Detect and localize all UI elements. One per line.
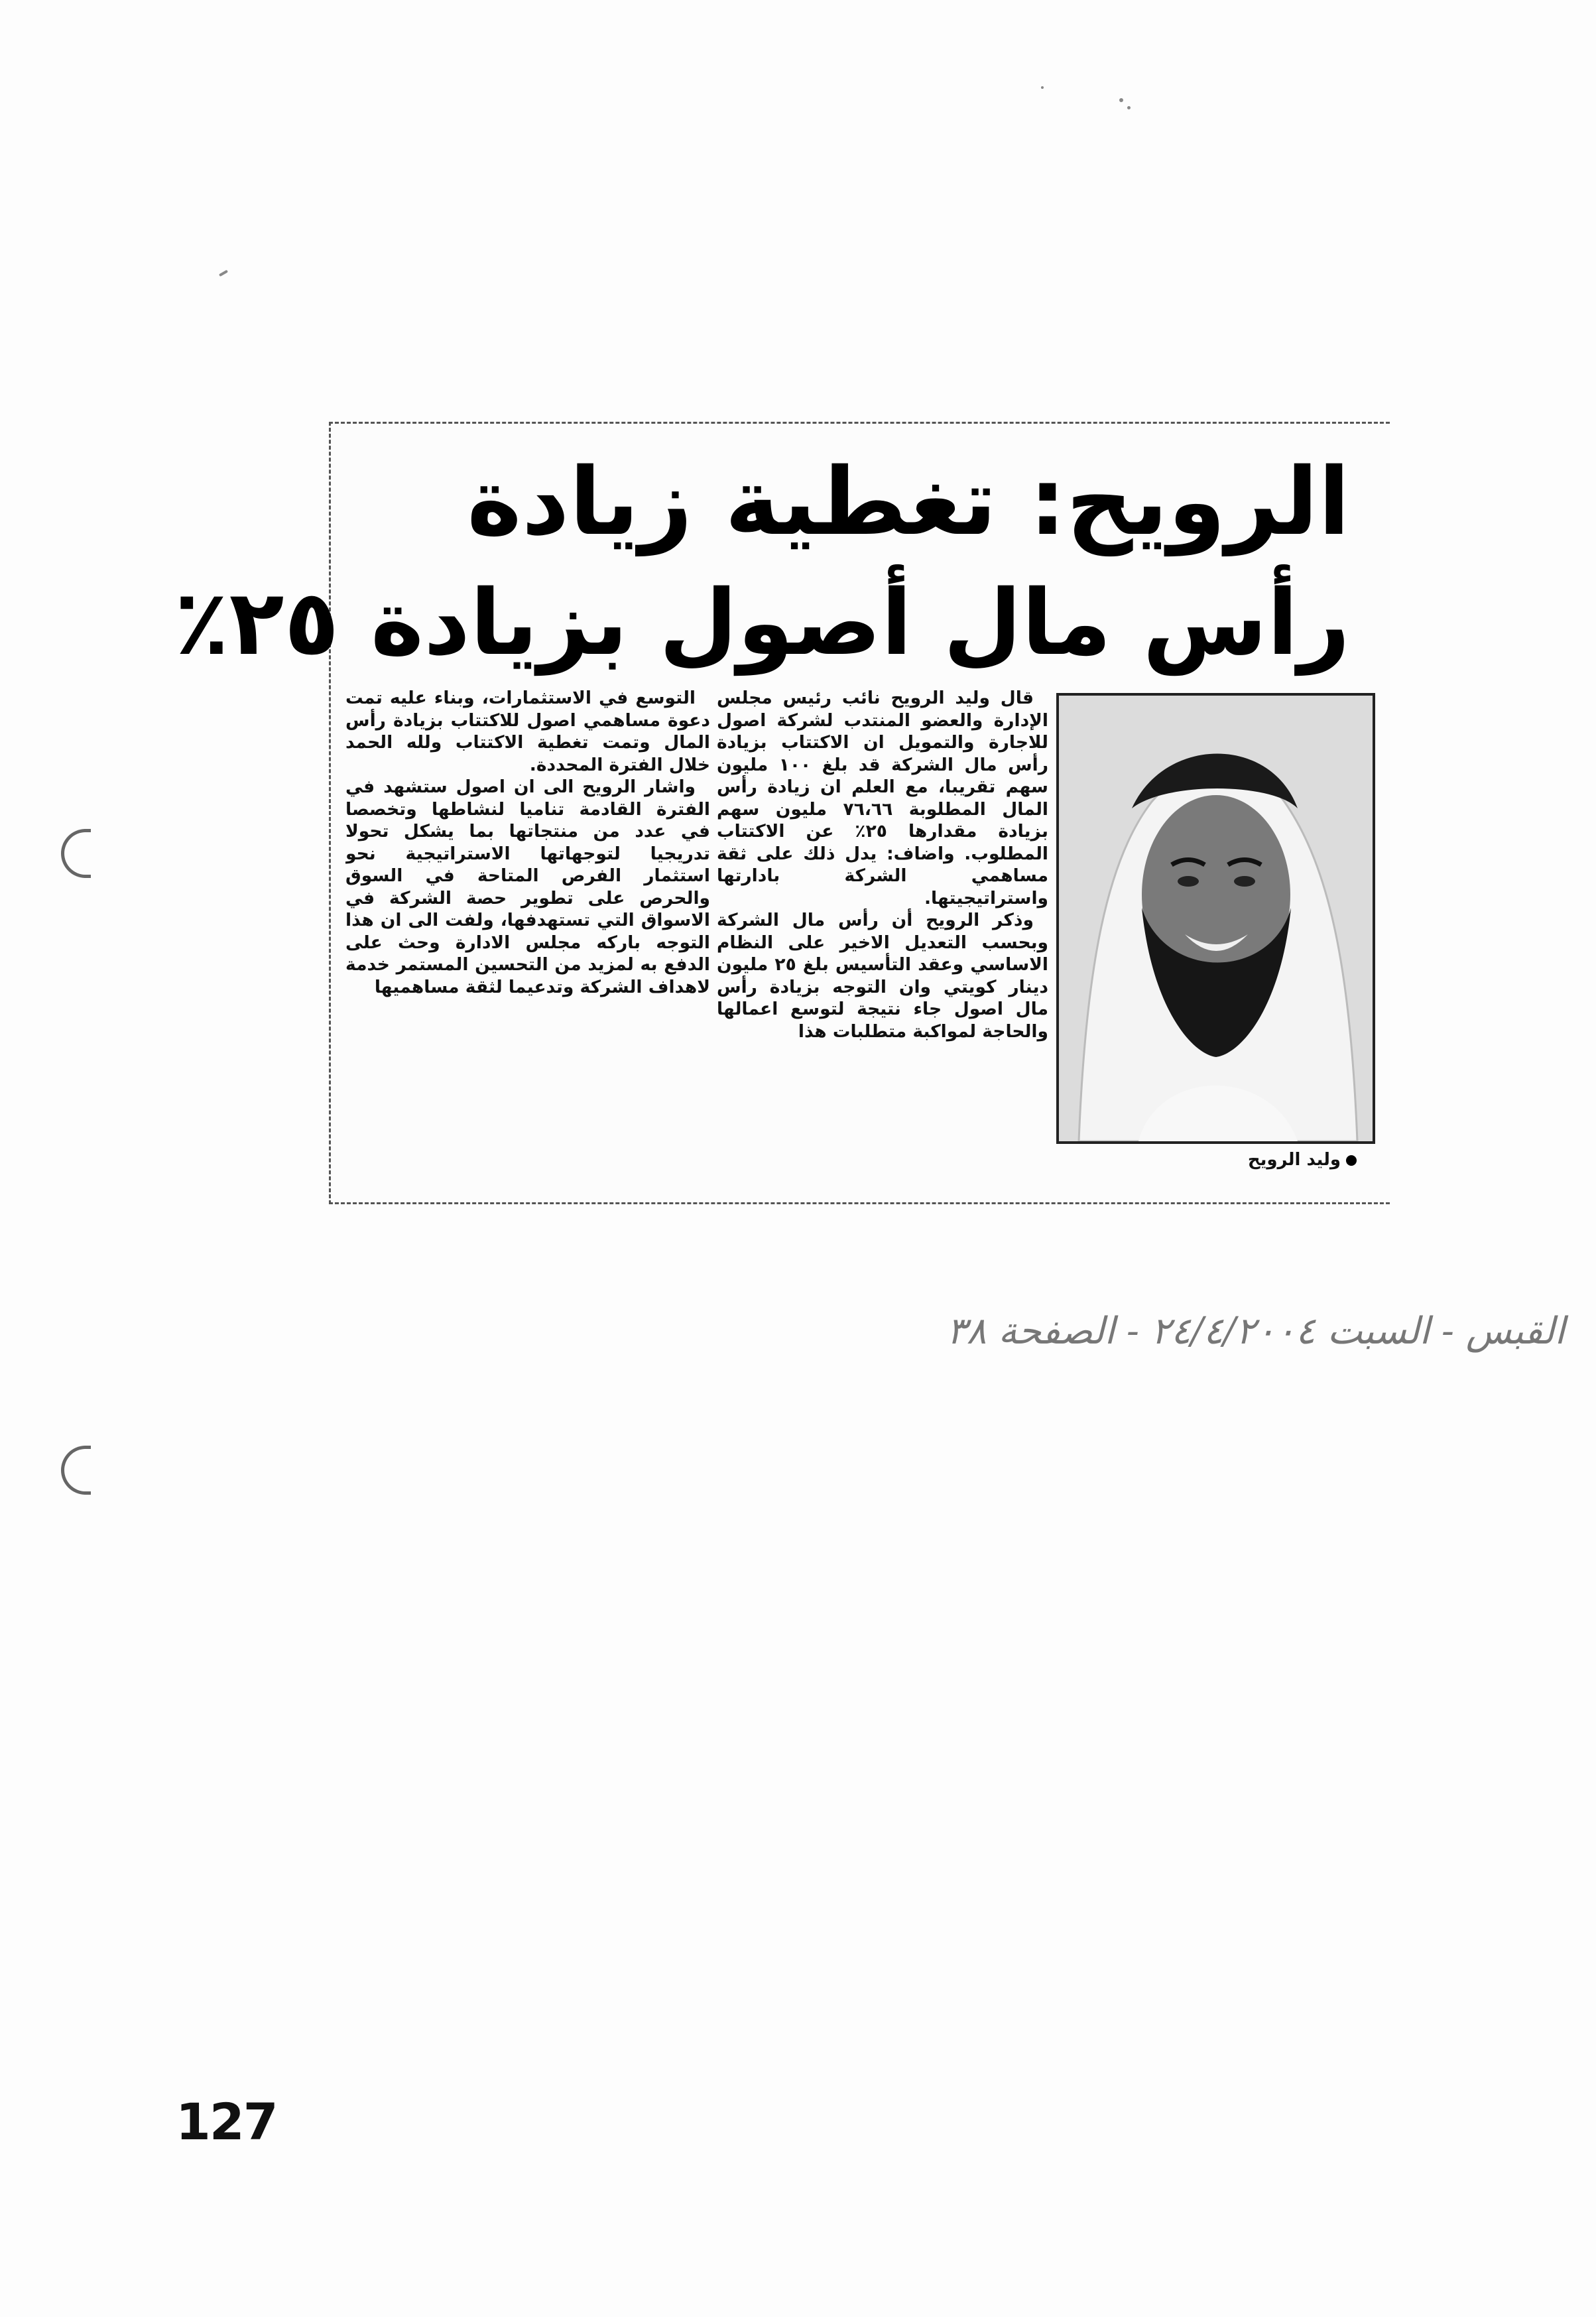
- punch-hole-mark: [61, 829, 91, 878]
- scan-speck: [219, 270, 228, 277]
- punch-hole-mark: [61, 1446, 91, 1495]
- handwritten-source-note: القبس - السبت ٢٤/٤/٢٠٠٤ - الصفحة ٣٨: [946, 1310, 1565, 1353]
- article-column-middle: [717, 687, 1048, 1178]
- page-number: 127: [176, 2092, 277, 2151]
- photo-caption-text: وليد الرويح: [1247, 1150, 1341, 1170]
- clipping-bottom-border: [329, 1202, 1390, 1204]
- paragraph: قال وليد الرويح نائب رئيس مجلس الإدارة والعضو المنتدب لشركة اصول للاجارة والتمويل ان الاكتتاب بزيادة رأس مال الشركة قد بلغ ١٠٠ مليون سهم تقريبا، مع العلم ان زيادة رأس المال المطلوبة ٧٦،٦٦ مليون سهم بزيادة مقدارها ٢٥٪ عن الاكتتاب المطلوب. واضاف: يدل ذلك على ثقة مساهمي الشركة بادارتها واستراتيجيتها.: [717, 688, 1048, 908]
- headline-line-2: رأس مال أصول بزيادة ٢٥٪: [174, 571, 1350, 676]
- newspaper-clipping: [174, 422, 1390, 1204]
- paragraph: التوسع في الاستثمارات، وبناء عليه تمت دعوة مساهمي اصول للاكتتاب بزيادة رأس المال وتمت تغطية الاكتتاب ولله الحمد خلال الفترة المحددة.: [345, 688, 710, 775]
- article-column-left: [345, 687, 710, 1178]
- portrait-photo: [1056, 693, 1375, 1144]
- photo-caption: [1237, 1150, 1357, 1170]
- paragraph: واشار الرويح الى ان اصول ستشهد في الفترة القادمة تناميا لنشاطها وتخصصا في عدد من منتجاتها بما يشكل تحولا تدريجيا لتوجهاتها الاستراتيجية نحو استثمار الفرص المتاحة في السوق والحرص على تطوير حصة الشركة في الاسواق التي تستهدفها، ولفت الى ان هذا التوجه باركه مجلس الادارة وحث على الدفع به لمزيد من التحسين المستمر خدمة لاهداف الشركة وتدعيما لثقة مساهميها: [345, 777, 710, 997]
- paragraph: وذكر الرويح أن رأس مال الشركة وبحسب التعديل الاخير على النظام الاساسي وعقد التأسيس بلغ ٢٥ مليون دينار كويتي وان التوجه بزيادة رأس مال اصول جاء نتيجة لتوسع اعمالها والحاجة لمواكبة متطلبات هذا: [717, 910, 1048, 1042]
- clipping-top-border: [329, 422, 1390, 424]
- headline-line-1: الرويح: تغطية زيادة: [467, 448, 1350, 556]
- clipping-left-border: [329, 422, 331, 1204]
- scan-speck: [1127, 106, 1131, 109]
- portrait-illustration: [1059, 696, 1373, 1141]
- scan-speck: [1041, 86, 1044, 89]
- scan-speck: [1119, 98, 1123, 102]
- bullet-dot-icon: [1346, 1155, 1357, 1166]
